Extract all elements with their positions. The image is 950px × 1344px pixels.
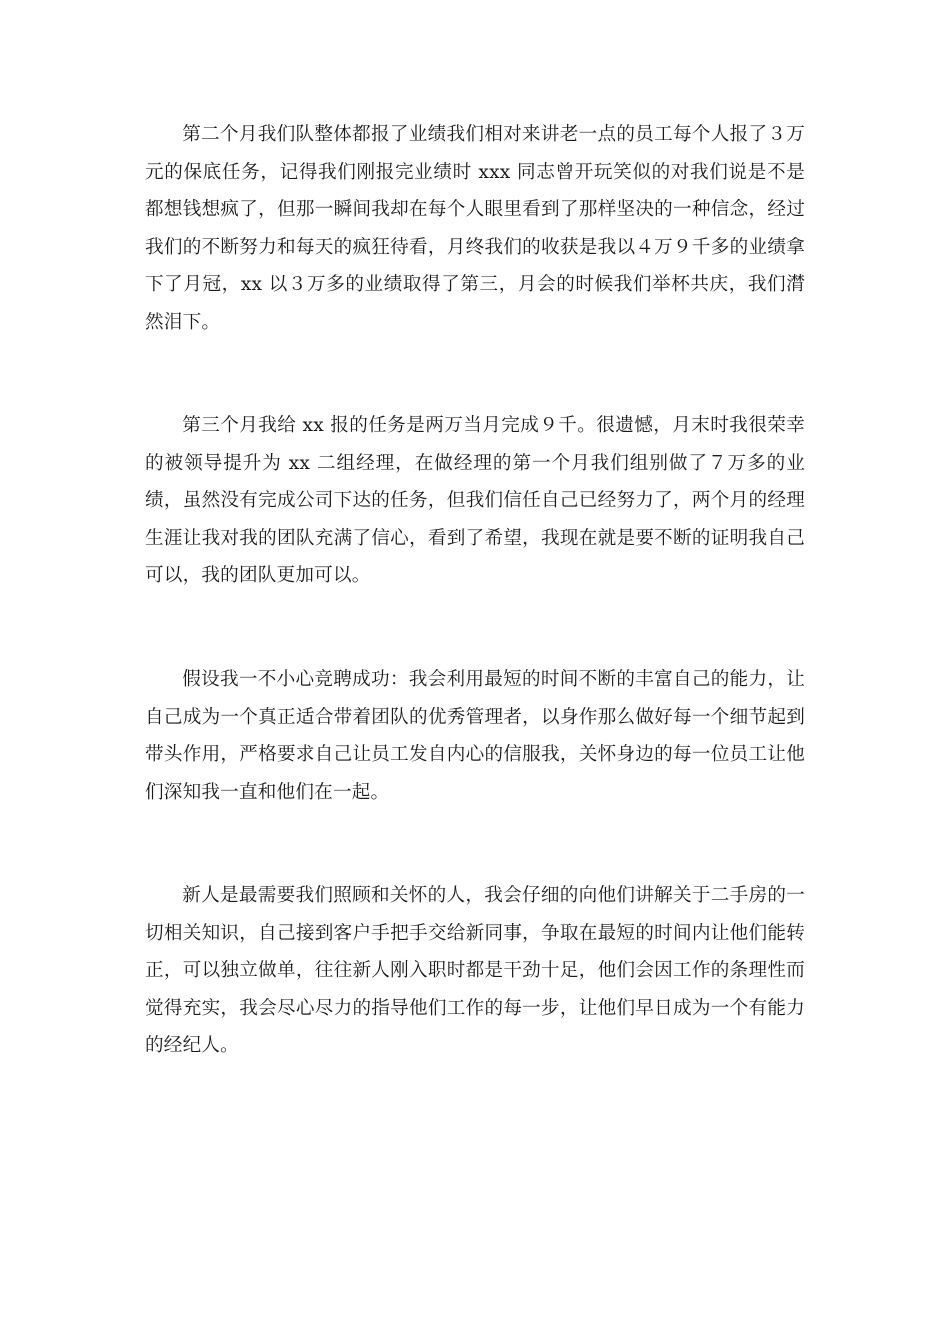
paragraph-second-month: 第二个月我们队整体都报了业绩我们相对来讲老一点的员工每个人报了３万元的保底任务，记得我们刚报完业绩时 xxx 同志曾开玩笑似的对我们说是不是都想钱想疯了，但那一瞬间我却在每个人眼里看到了那样坚决的一种信念，经过我们的不断努力和每天的疯狂待看，月终我们的收获是我以４万９千多的业绩拿下了月冠，xx 以３万多的业绩取得了第三，月会的时候我们举杯共庆，我们潸然泪下。 bbox=[145, 124, 805, 333]
paragraph-third-month: 第三个月我给 xx 报的任务是两万当月完成９千。很遗憾，月末时我很荣幸的被领导提升为 xx 二组经理，在做经理的第一个月我们组别做了７万多的业绩，虽然没有完成公司下达的任务，但我们信任自己已经努力了，两个月的经理生涯让我对我的团队充满了信心，看到了希望，我现在就是要不断的证明我自己可以，我的团队更加可以。 bbox=[145, 415, 805, 586]
paragraph-new-staff: 新人是最需要我们照顾和关怀的人，我会仔细的向他们讲解关于二手房的一切相关知识，自己接到客户手把手交给新同事，争取在最短的时间内让他们能转正，可以独立做单，往往新人刚入职时都是干劲十足，他们会因工作的条理性而觉得充实，我会尽心尽力的指导他们工作的每一步，让他们早日成为一个有能力的经纪人。 bbox=[145, 885, 805, 1056]
paragraph-if-successful: 假设我一不小心竞聘成功：我会利用最短的时间不断的丰富自己的能力，让自己成为一个真正适合带着团队的优秀管理者，以身作那么做好每一个细节起到带头作用，严格要求自己让员工发自内心的信服我，关怀身边的每一位员工让他们深知我一直和他们在一起。 bbox=[145, 669, 805, 803]
